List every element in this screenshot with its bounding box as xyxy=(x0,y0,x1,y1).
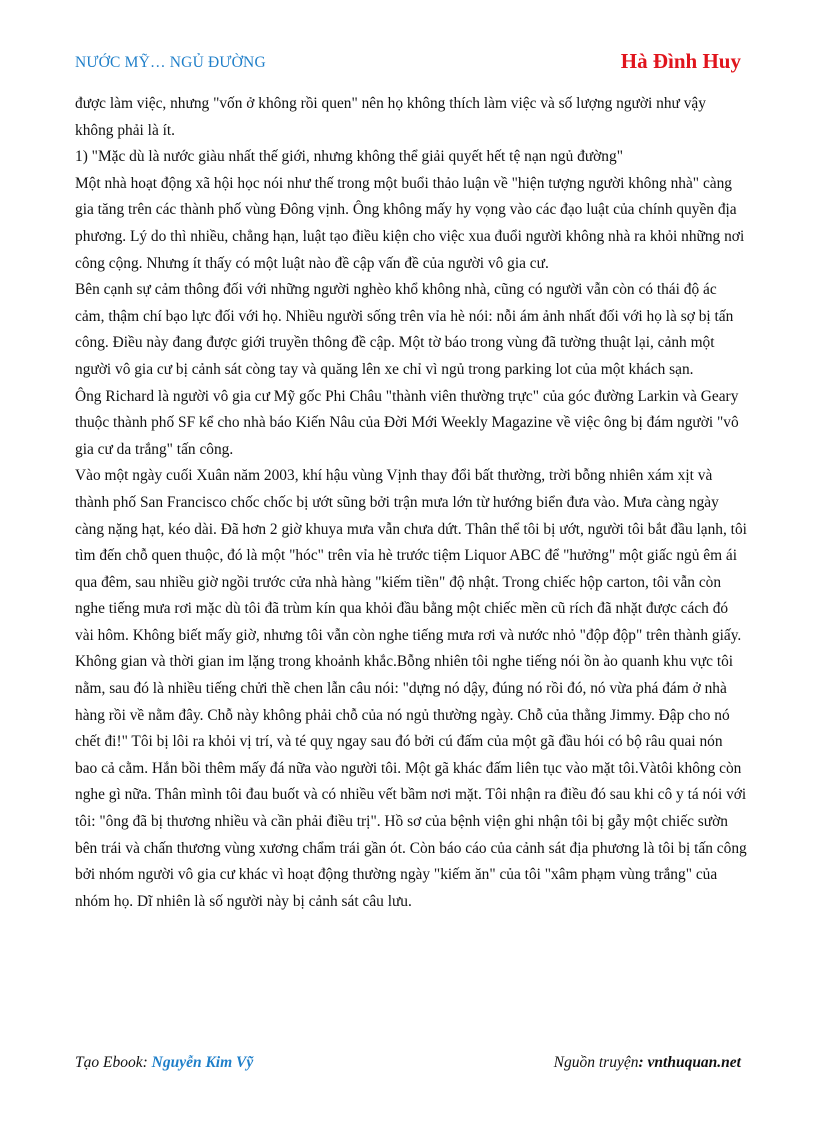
paragraph: Một nhà hoạt động xã hội học nói như thế trong một buổi thảo luận về "hiện tượng người không nhà" càng gia tăng trên các thành phố vùng Đông vịnh. Ông không mấy hy vọng vào các đạo luật của chính quyền địa phương. Lý do thì nhiều, chẳng hạn, luật tạo điều kiện cho việc xua đuổi người không nhà ra khỏi những nơi công cộng. Nhưng ít thấy có một luật nào đề cập vấn đề của người vô gia cư. xyxy=(75,174,745,272)
paragraph: được làm việc, nhưng "vốn ở không rồi quen" nên họ không thích làm việc và số lượng người như vậy không phải là ít. xyxy=(75,95,706,139)
page-footer xyxy=(75,1054,741,1078)
ebook-credit-label: Tạo Ebook xyxy=(75,1054,143,1071)
ebook-credit xyxy=(75,1054,253,1072)
source-credit-label: Nguồn truyện xyxy=(553,1054,639,1071)
paragraph: Ông Richard là người vô gia cư Mỹ gốc Phi Châu "thành viên thường trực" của góc đường Larkin và Geary thuộc thành phố SF kể cho nhà báo Kiến Nâu của Đời Mới Weekly Magazine về việc ông bị đám người "vô gia cư da trắng" tấn công. xyxy=(75,387,739,458)
author-name: Hà Đình Huy xyxy=(620,49,741,73)
ebook-creator-name: Nguyễn Kim Vỹ xyxy=(151,1054,254,1071)
source-site: vnthuquan.net xyxy=(647,1054,741,1071)
paragraph: 1) "Mặc dù là nước giàu nhất thế giới, nhưng không thể giải quyết hết tệ nạn ngủ đường" xyxy=(75,148,623,166)
book-title: NƯỚC MỸ… NGỦ ĐƯỜNG xyxy=(75,54,266,71)
paragraph: Bên cạnh sự cảm thông đối với những người nghèo khổ không nhà, cũng có người vẫn còn có thái độ ác cảm, thậm chí bạo lực đối với họ. Nhiều người sống trên vỉa hè nói: nỗi ám ảnh nhất đối với họ là sợ bị tấn công. Điều này đang được giới truyền thông đề cập. Một tờ báo trong vùng đã tường thuật lại, cảnh một người vô gia cư bị cảnh sát còng tay và quăng lên xe chỉ vì ngủ trong parking lot của một khách sạn. xyxy=(75,281,734,378)
page-header xyxy=(75,44,741,78)
source-credit xyxy=(554,1054,741,1072)
paragraph: Vào một ngày cuối Xuân năm 2003, khí hậu vùng Vịnh thay đổi bất thường, trời bỗng nhiên xám xịt và thành phố San Francisco chốc chốc bị ướt sũng bởi trận mưa lớn từ hướng biển đưa vào. Mưa càng ngày càng nặng hạt, kéo dài. Đã hơn 2 giờ khuya mưa vẫn chưa dứt. Thân thể tôi bị ướt, người tôi bắt đầu lạnh, tôi tìm đến chỗ quen thuộc, đó là một "hóc" trên vỉa hè trước tiệm Liquor ABC để "hưởng" một giấc ngủ êm ái qua đêm, sau nhiều giờ ngồi trước cửa nhà hàng "kiếm tiền" độ nhật. Trong chiếc hộp carton, tôi vẫn còn nghe tiếng mưa rơi mặc dù tôi đã trùm kín qua khỏi đầu bằng một chiếc mền cũ rích đã nhặt được cách đó vài hôm. Không biết mấy giờ, nhưng tôi vẫn còn nghe tiếng mưa rơi và nước nhỏ "độp độp" trên thành giấy. Không gian và thời gian im lặng trong khoảnh khắc.Bỗng nhiên tôi nghe tiếng nói ồn ào quanh khu vực tôi nằm, sau đó là nhiều tiếng chửi thề chen lẫn câu nói: "dựng nó dậy, đúng nó rồi đó, nó vừa phá đám ở nhà hàng rồi về nằm đây. Chỗ này không phải chỗ của nó ngủ thường ngày. Chỗ của thằng Jimmy. Đập cho nó chết đi!" Tôi bị lôi ra khỏi vị trí, và té quỵ ngay sau đó bởi cú đấm của một gã đầu hói có bộ râu quai nón bao cả cằm. Hắn bồi thêm mấy đá nữa vào người tôi. Một gã khác đấm liên tục vào mặt tôi.Vàtôi không còn nghe gì nữa. Thân mình tôi đau buốt và có nhiều vết bầm nơi mặt. Tôi nhận ra điều đó sau khi cô y tá nói với tôi: "ông đã bị thương nhiều và cần phải điều trị". Hồ sơ của bệnh viện ghi nhận tôi bị gẫy một chiếc sườn bên trái và chấn thương vùng xương chẩm trái gần ót. Còn báo cáo của cảnh sát địa phương là tôi bị tấn công bởi nhóm người vô gia cư khác vì hoạt động thường ngày "kiếm ăn" của tôi "xâm phạm vùng trắng" của nhóm họ. Dĩ nhiên là số người này bị cảnh sát câu lưu. xyxy=(75,467,747,910)
body-text xyxy=(75,91,747,915)
ebook-credit-separator: : xyxy=(142,1054,152,1071)
source-credit-separator: : xyxy=(638,1054,648,1071)
